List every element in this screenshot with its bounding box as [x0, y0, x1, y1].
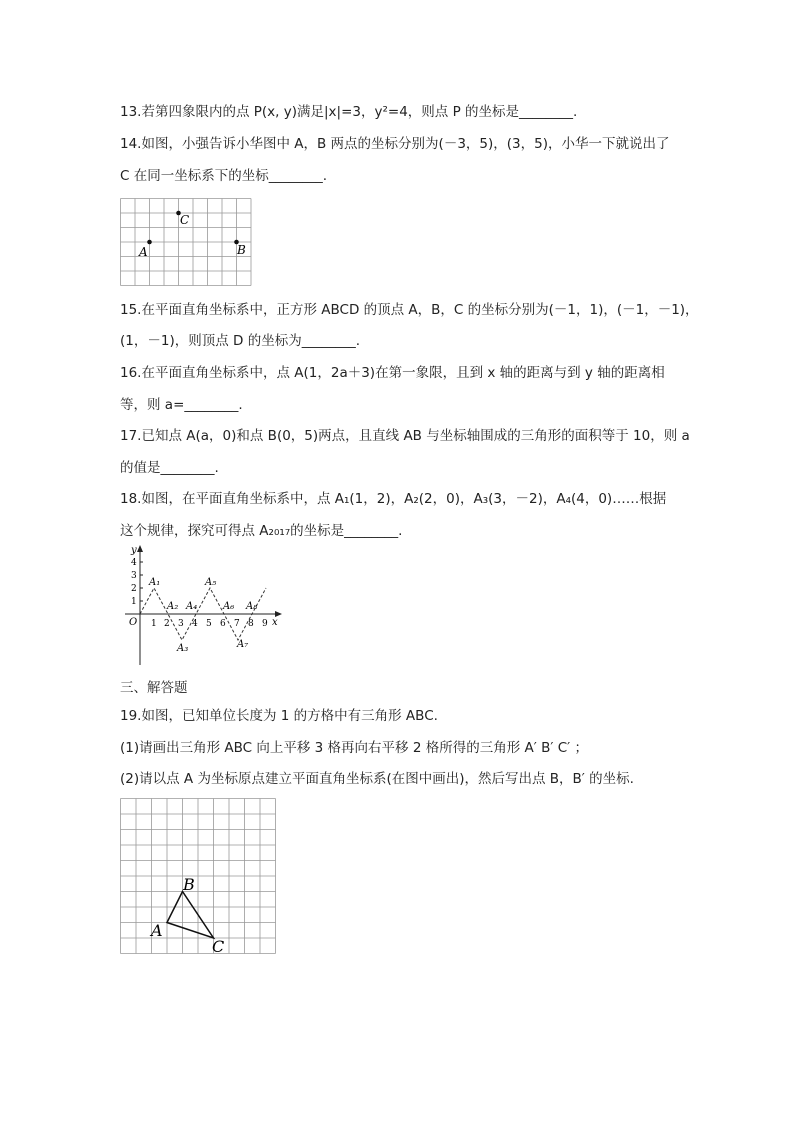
figure-19-grid-triangle — [120, 798, 278, 956]
x-tick-4: 4 — [192, 619, 198, 629]
question-17-line2: 的值是________. — [120, 460, 219, 476]
x-tick-8: 8 — [248, 619, 254, 629]
section-3-heading: 三、解答题 — [120, 680, 188, 696]
question-14-line2: C 在同一坐标系下的坐标________. — [120, 168, 328, 184]
point-a — [147, 240, 152, 245]
label-a2: A₂ — [167, 601, 179, 612]
x-axis-label: x — [272, 617, 278, 628]
question-18-line2: 这个规律，探究可得点 A₂₀₁₇的坐标是________. — [120, 523, 403, 539]
question-19-part1: (1)请画出三角形 ABC 向上平移 3 格再向右平移 2 格所得的三角形 A′ B′ C′ ； — [120, 740, 589, 756]
x-tick-1: 1 — [151, 619, 157, 629]
question-13: 13.若第四象限内的点 P(x, y)满足|x|=3，y²=4，则点 P 的坐标是________. — [120, 104, 578, 120]
origin-label: O — [129, 617, 138, 628]
label-a6: A₆ — [223, 601, 235, 612]
label-b: B — [183, 875, 195, 894]
label-a8: A₈ — [246, 601, 258, 612]
label-a: A — [139, 245, 148, 259]
question-14-line1: 14.如图，小强告诉小华图中 A，B 两点的坐标分别为(－3，5)，(3，5)，小华一下就说出了 — [120, 136, 670, 152]
x-tick-2: 2 — [164, 619, 170, 629]
y-tick-1: 1 — [131, 597, 137, 607]
label-c: C — [212, 937, 225, 956]
label-a3: A₃ — [177, 643, 189, 654]
x-tick-5: 5 — [206, 619, 212, 629]
question-16-line2: 等，则 a=________. — [120, 397, 243, 413]
x-tick-3: 3 — [178, 619, 184, 629]
label-a: A — [151, 921, 163, 940]
question-19: 19.如图，已知单位长度为 1 的方格中有三角形 ABC. — [120, 708, 438, 724]
x-tick-9: 9 — [262, 619, 268, 629]
question-19-part2: (2)请以点 A 为坐标原点建立平面直角坐标系(在图中画出)，然后写出点 B，B′ 的坐标. — [120, 771, 634, 787]
y-axis-label: y — [131, 545, 137, 556]
question-17-line1: 17.已知点 A(a，0)和点 B(0，5)两点，且直线 AB 与坐标轴围成的三角形的面积等于 10，则 a — [120, 428, 690, 444]
x-tick-6: 6 — [220, 619, 226, 629]
y-tick-3: 3 — [131, 571, 137, 581]
label-c: C — [180, 213, 190, 227]
y-tick-2: 2 — [131, 584, 137, 594]
label-a5: A₅ — [205, 577, 217, 588]
label-b: B — [237, 243, 246, 257]
question-15-line2: (1，－1)，则顶点 D 的坐标为________. — [120, 333, 360, 349]
question-16-line1: 16.在平面直角坐标系中，点 A(1，2a＋3)在第一象限，且到 x 轴的距离与到 y 轴的距离相 — [120, 365, 665, 381]
y-tick-4: 4 — [131, 558, 137, 568]
question-18-line1: 18.如图，在平面直角坐标系中，点 A₁(1，2)，A₂(2，0)，A₃(3，－2)，A₄(4，0)……根据 — [120, 491, 667, 507]
label-a7: A₇ — [237, 639, 249, 650]
triangle-abc — [167, 892, 214, 939]
question-15-line1: 15.在平面直角坐标系中，正方形 ABCD 的顶点 A，B，C 的坐标分别为(－1，1)，(－1，－1)， — [120, 302, 699, 318]
figure-18-zigzag-plot — [120, 543, 285, 668]
label-a1: A₁ — [149, 577, 161, 588]
figure-14-grid — [120, 198, 252, 286]
x-tick-7: 7 — [234, 619, 240, 629]
label-a4: A₄ — [186, 601, 198, 612]
